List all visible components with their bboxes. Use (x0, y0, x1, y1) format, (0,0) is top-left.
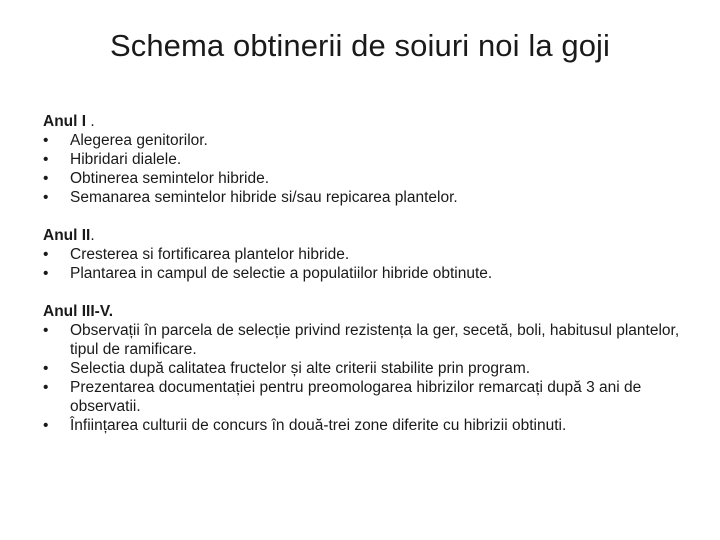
list-item-text: Semanarea semintelor hibride si/sau repicarea plantelor. (70, 189, 458, 206)
bullet-icon: • (43, 417, 49, 434)
section-heading-bold: Anul II (43, 227, 91, 244)
bullet-list (43, 321, 693, 435)
bullet-icon: • (43, 360, 49, 377)
list-item (43, 169, 693, 188)
bullet-list (43, 131, 693, 207)
section-heading-bold: Anul III-V. (43, 303, 114, 320)
bullet-icon: • (43, 132, 49, 149)
list-item-text: Prezentarea documentației pentru preomologarea hibrizilor remarcați după 3 ani de observatii. (70, 379, 642, 415)
section-heading-rest: . (90, 227, 95, 244)
list-item (43, 150, 693, 169)
list-item-text: Plantarea in campul de selectie a populatiilor hibride obtinute. (70, 265, 493, 282)
bullet-icon: • (43, 246, 49, 263)
bullet-icon: • (43, 265, 49, 282)
bullet-icon: • (43, 322, 49, 339)
bullet-icon: • (43, 151, 49, 168)
section-heading-bold: Anul I (43, 113, 87, 130)
bullet-icon: • (43, 379, 49, 396)
list-item-text: Înființarea culturii de concurs în două-trei zone diferite cu hibrizii obtinuti. (70, 417, 567, 434)
list-item-text: Cresterea si fortificarea plantelor hibride. (70, 246, 350, 263)
slide-content (43, 112, 693, 454)
list-item (43, 245, 693, 264)
bullet-list (43, 245, 693, 283)
list-item (43, 188, 693, 207)
slide-title: Schema obtinerii de soiuri noi la goji (109, 28, 611, 63)
list-item (43, 321, 693, 359)
list-item-text: Selectia după calitatea fructelor și alte criterii stabilite prin program. (70, 360, 531, 377)
list-item (43, 264, 693, 283)
section-anul-3-5 (43, 302, 693, 435)
list-item (43, 359, 693, 378)
bullet-icon: • (43, 170, 49, 187)
list-item (43, 378, 693, 416)
section-heading-rest: . (86, 113, 95, 130)
list-item-text: Observații în parcela de selecție privind rezistența la ger, secetă, boli, habitusul plantelor, tipul de ramificare. (70, 322, 680, 358)
section-heading (43, 112, 693, 131)
section-heading (43, 226, 693, 245)
list-item-text: Hibridari dialele. (70, 151, 182, 168)
list-item-text: Alegerea genitorilor. (70, 132, 208, 149)
list-item (43, 131, 693, 150)
section-anul-1 (43, 112, 693, 207)
list-item (43, 416, 693, 435)
list-item-text: Obtinerea semintelor hibride. (70, 170, 270, 187)
section-heading (43, 302, 693, 321)
section-anul-2 (43, 226, 693, 283)
bullet-icon: • (43, 189, 49, 206)
